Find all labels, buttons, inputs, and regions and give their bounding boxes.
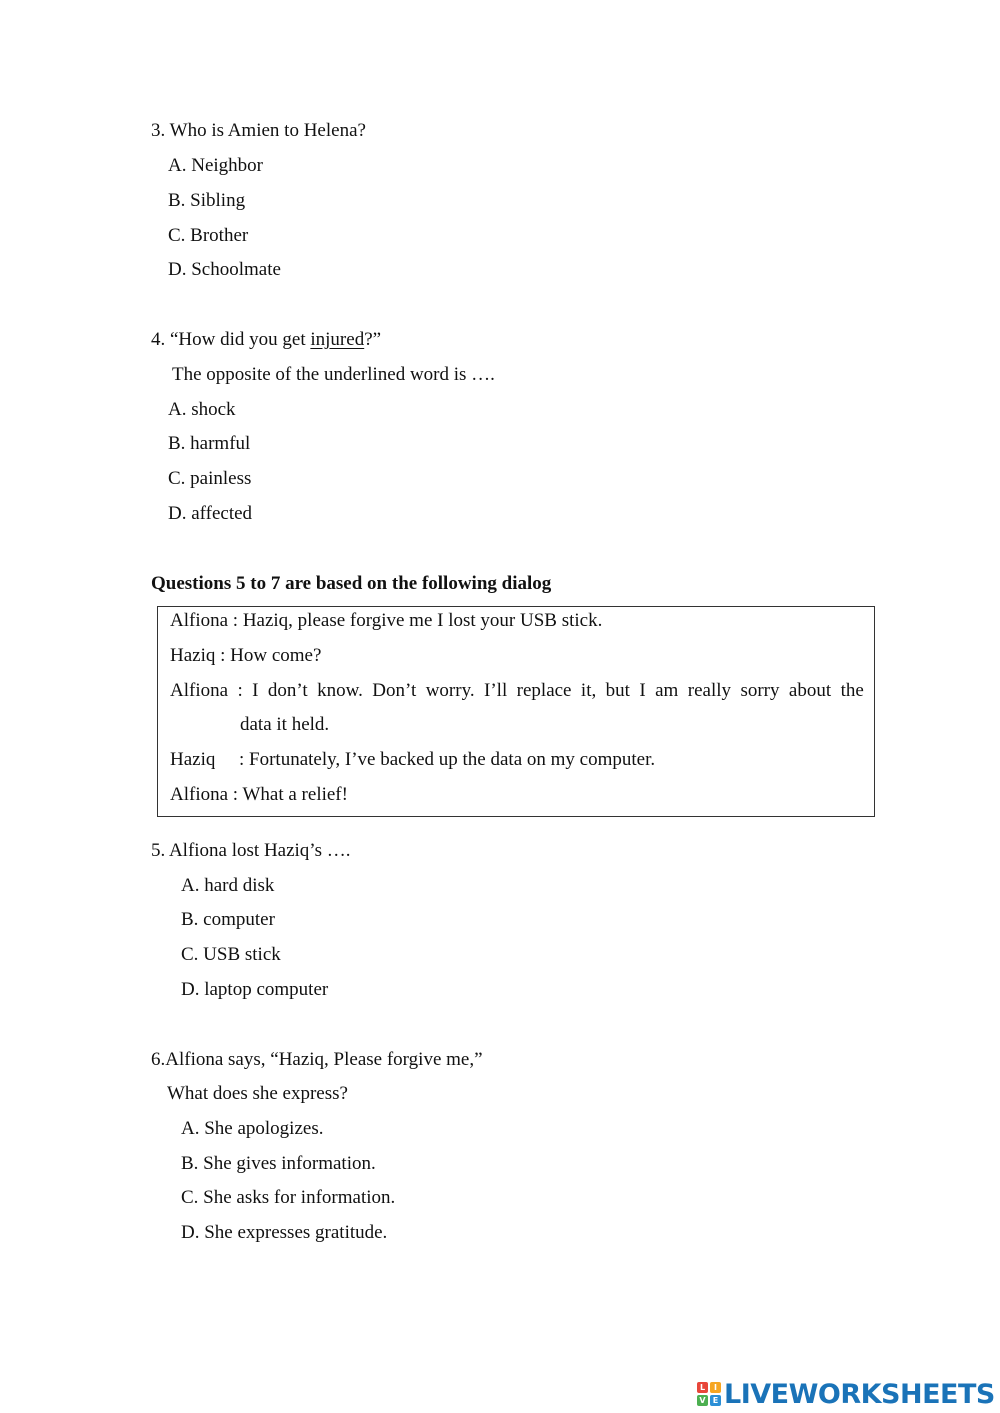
q3-option-c[interactable]: C. Brother [168,225,249,246]
section-heading: Questions 5 to 7 are based on the following dialog [151,573,552,594]
q4-underlined-word: injured [310,329,365,350]
dialog-word: but [605,680,630,701]
logo-mark-cell: V [697,1395,708,1406]
dialog-word: Alfiona [170,680,229,701]
dialog-word: am [655,680,679,701]
dialog-word: I [252,680,259,701]
dialog-line-5: Alfiona : What a relief! [170,784,348,805]
dialog-line-1: Alfiona : Haziq, please forgive me I lost your USB stick. [170,610,603,631]
logo-mark-cell: I [710,1382,721,1393]
q6-option-d[interactable]: D. She expresses gratitude. [181,1222,388,1243]
q4-suffix: ?” [364,329,382,350]
dialog-line-3 [170,679,864,703]
dialog-line-3-continued: data it held. [240,714,330,735]
liveworksheets-logo[interactable] [697,1378,995,1410]
dialog-word: sorry [740,680,780,701]
dialog-word: know. [317,680,363,701]
q4-option-a[interactable]: A. shock [168,399,236,420]
dialog-line-4-text: : Fortunately, I’ve backed up the data on my computer. [239,749,656,770]
q4-prefix: 4. “How did you get [151,329,311,350]
dialog-word: Don’t [372,680,417,701]
q6-option-c[interactable]: C. She asks for information. [181,1187,396,1208]
dialog-word: it, [580,680,597,701]
q5-option-c[interactable]: C. USB stick [181,944,281,965]
question-6: 6.Alfiona says, “Haziq, Please forgive me,” [151,1049,483,1070]
dialog-word: I’ll [484,680,508,701]
dialog-word: worry. [425,680,475,701]
q5-option-b[interactable]: B. computer [181,909,275,930]
logo-mark-icon [697,1382,721,1406]
dialog-line-4 [170,748,655,772]
logo-text: LIVEWORKSHEETS [724,1378,995,1410]
question-4 [151,328,381,352]
dialog-word: really [687,680,732,701]
q5-option-a[interactable]: A. hard disk [181,875,275,896]
dialog-word: the [840,680,864,701]
q3-option-d[interactable]: D. Schoolmate [168,259,281,280]
q4-option-d[interactable]: D. affected [168,503,253,524]
q6-option-b[interactable]: B. She gives information. [181,1153,376,1174]
q4-option-c[interactable]: C. painless [168,468,252,489]
dialog-box [157,606,875,817]
q3-option-b[interactable]: B. Sibling [168,190,246,211]
q3-option-a[interactable]: A. Neighbor [168,155,263,176]
q6-option-a[interactable]: A. She apologizes. [181,1118,324,1139]
question-5: 5. Alfiona lost Haziq’s …. [151,840,351,861]
dialog-line-2: Haziq : How come? [170,645,322,666]
dialog-word: about [788,680,832,701]
logo-mark-cell: E [710,1395,721,1406]
dialog-word: replace [516,680,572,701]
dialog-line-4-speaker: Haziq [170,749,216,770]
question-3: 3. Who is Amien to Helena? [151,120,366,141]
dialog-word: I [639,680,646,701]
q6-sub-question: What does she express? [167,1083,348,1104]
q4-option-b[interactable]: B. harmful [168,433,251,454]
q4-instruction: The opposite of the underlined word is …. [172,364,495,385]
q5-option-d[interactable]: D. laptop computer [181,979,329,1000]
logo-mark-cell: L [697,1382,708,1393]
dialog-word: : [237,680,243,701]
dialog-word: don’t [267,680,308,701]
